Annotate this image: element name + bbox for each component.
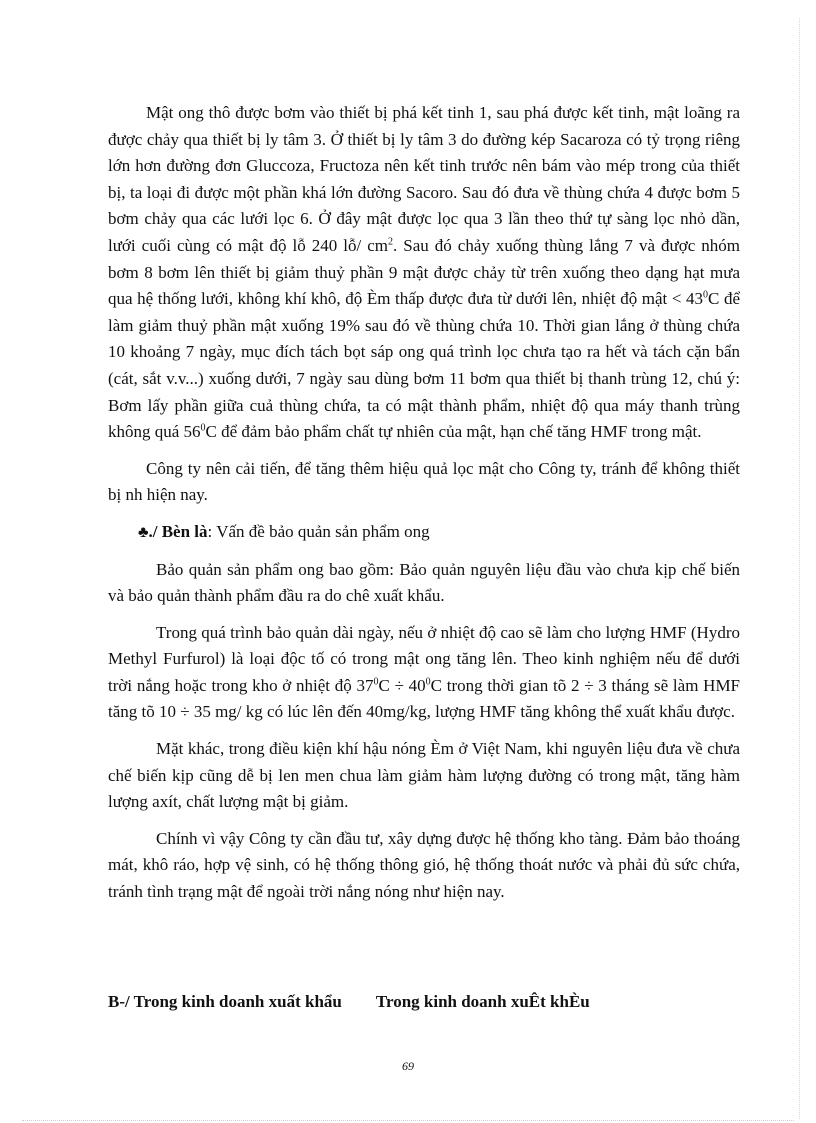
text-run: . Sau đó chảy xuống thùng lắng 7 và được nhóm bơm 8 bơm lên thiết bị giảm thuỷ phần 9 mật được chảy từ trên xuống theo dạng hạt mưa qua hệ thống lưới, không khí khô, độ Èm thấp được đưa từ dưới lên, nhiệt độ mật < 43 — [108, 235, 740, 309]
section-label: ./ Bèn là — [148, 521, 208, 541]
paragraph-climate: Mặt khác, trong điều kiện khí hậu nóng Èm ở Việt Nam, khi nguyên liệu đưa về chưa chế biến kịp cũng dễ bị len men chua làm giảm hàm lượng đường có trong mật, tăng hàm lượng axít, chất lượng mật bị giảm. — [108, 739, 740, 812]
paragraph-hmf — [108, 620, 740, 726]
heading-text: B-/ Trong kinh doanh xuất khẩu — [108, 992, 342, 1011]
paragraph-investment: Chính vì vậy Công ty cần đầu tư, xây dựng được hệ thống kho tàng. Đảm bảo thoáng mát, khô ráo, hợp vệ sinh, có hệ thống thông gió, hệ thống thoát nước và phải đủ sức chứa, tránh tình trạng mật để ngoài trời nắng nóng như hiện nay. — [108, 828, 740, 902]
superscript: 0 — [373, 676, 379, 688]
text-run: C ÷ 40 — [378, 675, 426, 695]
text-run: Mật ong thô được bơm vào thiết bị phá kết tinh 1, sau phá được kết tinh, mật loãng ra được chảy qua thiết bị ly tâm 3. Ở thiết bị ly tâm 3 do đường kép Sacaroza có tỷ trọng riêng lớn hơn đường đơn Gluccoza, Fructoza nên kết tinh trước nên bám vào mép trong của thiết bị, ta loại đi được một phần khá lớn đường Sacoro. Sau đó đưa về thùng chứa 4 được bơm 5 bơm chảy qua các lưới lọc 6. Ở đây mật được lọc qua 3 lần theo thứ tự sàng lọc nhỏ dần, lưới cuối cùng có mật độ lỗ 240 lỗ/ cm — [108, 103, 740, 255]
page-number: 69 — [402, 1059, 414, 1073]
text-run: C trong thời gian tõ 2 ÷ 3 tháng sẽ làm HMF tăng tõ 10 ÷ 35 mg/ kg có lúc lên đến 40mg/kg, lượng HMF tăng không thể xuất khẩu được. — [108, 675, 741, 722]
superscript: 0 — [200, 422, 206, 434]
section-title: : Vấn đề bảo quản sản phẩm ong — [207, 521, 430, 541]
paragraph-recommendation: Công ty nên cải tiến, để tăng thêm hiệu quả lọc mật cho Công ty, tránh để không thiết bị nh hiện nay. — [108, 458, 740, 505]
superscript: 0 — [425, 676, 431, 688]
club-suit-icon: ♣ — [138, 523, 149, 541]
document-body — [108, 100, 740, 906]
page-border-right — [799, 18, 800, 1119]
section-heading-storage — [108, 519, 740, 547]
paragraph-process-description — [108, 100, 740, 446]
text-run: C để làm giảm thuỷ phần mật xuống 19% sau đó về thùng chứa 10. Thời gian lắng ở thùng chứa 10 khoảng 7 ngày, mục đích tách bọt sáp ong quá trình lọc chưa tạo ra hết và tách cặn bẩn (cát, sắt v.v...) xuống dưới, 7 ngày sau dùng bơm 11 bơm qua thiết bị thanh trùng 12, chú ý: Bơm lấy phần giữa cuả thùng chứa, ta có mật thành phẩm, nhiệt độ qua máy thanh trùng không quá 56 — [108, 289, 740, 442]
superscript: 0 — [703, 289, 709, 301]
heading-text-duplicate: Trong kinh doanh xuÊt khÈu — [375, 992, 590, 1011]
paragraph-storage-scope: Bảo quản sản phẩm ong bao gồm: Bảo quản nguyên liệu đầu vào chưa kịp chế biến và bảo quản thành phẩm đầu ra do chê xuất khẩu. — [108, 559, 740, 606]
text-run: Trong quá trình bảo quản dài ngày, nếu ở nhiệt độ cao sẽ làm cho lượng HMF (Hydro Methyl Furfurol) là loại độc tố có trong mật ong tăng lên. Theo kinh nghiệm nếu để dưới trời nắng hoặc trong kho ở nhiệt độ 37 — [108, 622, 740, 695]
page-border-bottom — [22, 1120, 794, 1121]
superscript: 2 — [388, 236, 394, 248]
section-heading-export — [108, 992, 590, 1012]
text-run: C để đảm bảo phẩm chất tự nhiên của mật, hạn chế tăng HMF trong mật. — [205, 422, 702, 442]
